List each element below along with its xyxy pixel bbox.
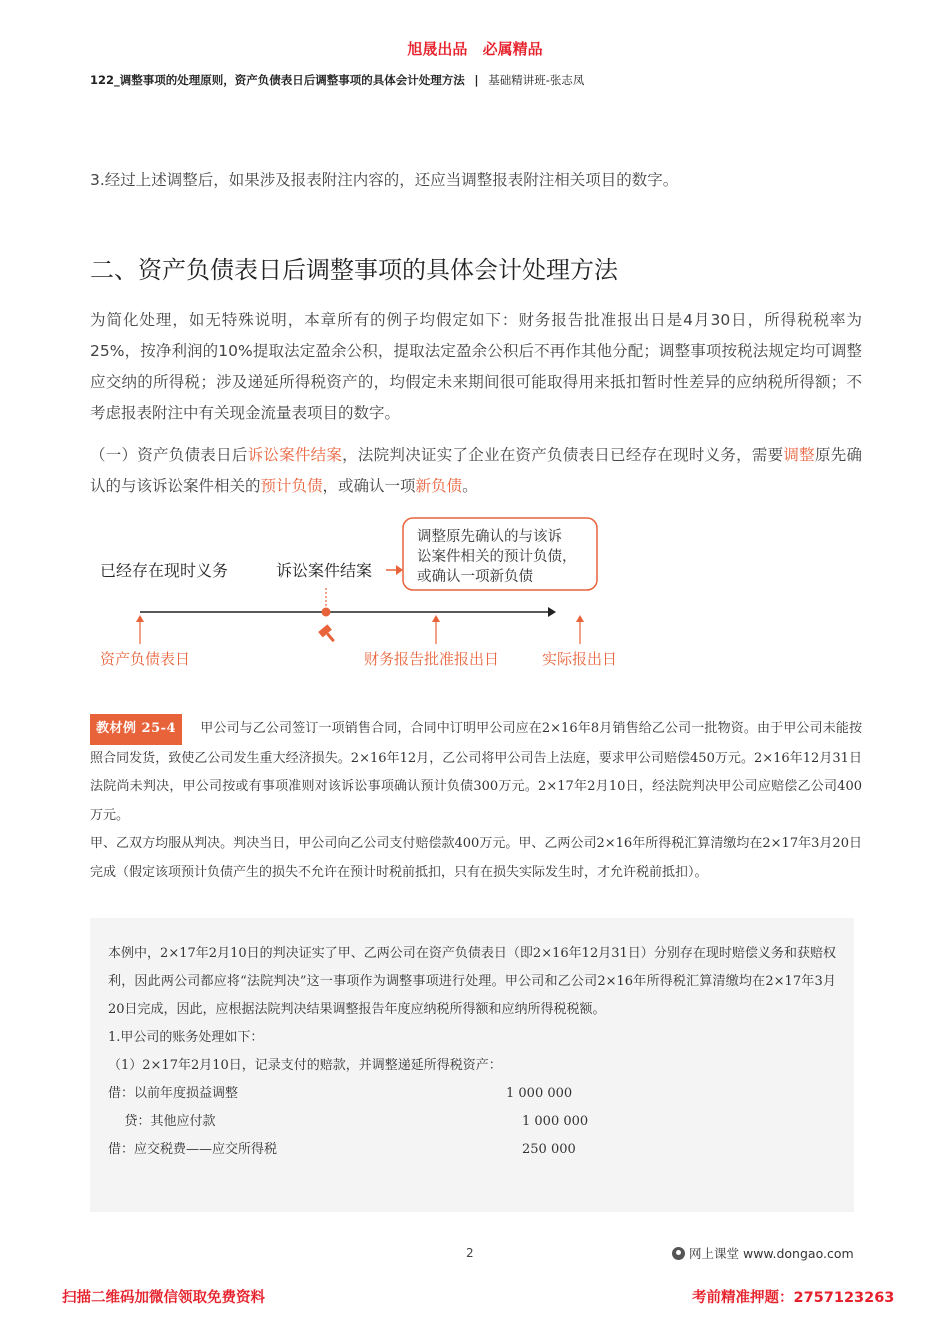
gavel-icon	[318, 624, 338, 645]
sec1-text-4: ，或确认一项	[322, 477, 416, 495]
actual-arrowhead	[576, 615, 584, 622]
footer-left: 扫描二维码加微信领取免费资料	[62, 1290, 265, 1306]
label-obligation: 已经存在现时义务	[100, 561, 229, 580]
dongao-logo-icon	[672, 1247, 685, 1260]
brand-left: 旭晟出品	[407, 40, 468, 58]
journal-entry-row	[108, 1108, 836, 1136]
label-bs-date: 资产负债表日	[100, 650, 191, 668]
brand-banner	[0, 38, 950, 59]
journal-entry-row	[108, 1136, 836, 1164]
entry-account: 借：应交税费——应交所得税	[108, 1142, 278, 1157]
bs-date-arrowhead	[136, 615, 144, 622]
entry-amount: 250 000	[522, 1142, 576, 1157]
textbook-example	[90, 714, 862, 887]
box-line-3: 或确认一项新负债	[417, 569, 533, 585]
label-approval: 财务报告批准报出日	[364, 650, 500, 668]
box-line-1: 调整原先确认的与该诉	[417, 529, 562, 545]
example-text-1: 甲公司与乙公司签订一项销售合同，合同中订明甲公司应在2×16年8月销售给乙公司一批物资。由于甲公司未能按照合同发货，致使乙公司发生重大经济损失。2×16年12月，乙公司将甲公司告上法庭，要求甲公司赔偿450万元。2×16年12月31日法院尚未判决，甲公司按或有事项准则对该诉讼事项确认预计负债300万元。2×17年2月10日，经法院判决甲公司应赔偿乙公司400万元。	[90, 721, 862, 823]
course-title: 122_调整事项的处理原则，资产负债表日后调整事项的具体会计处理方法	[90, 73, 465, 87]
journal-entry-row	[108, 1080, 836, 1108]
lawsuit-dot	[322, 608, 331, 617]
sec1-highlight-provision: 预计负债	[260, 477, 323, 495]
paragraph-adjust-notes: 3.经过上述调整后，如果涉及报表附注内容的，还应当调整报表附注相关项目的数字。	[90, 171, 679, 189]
connector-arrowhead	[396, 565, 403, 575]
analysis-box	[90, 918, 854, 1212]
example-paragraph-1	[90, 714, 862, 830]
intro-paragraph: 为简化处理，如无特殊说明，本章所有的例子均假定如下：财务报告批准报出日是4月30日，所得税税率为25%，按净利润的10%提取法定盈余公积，提取法定盈余公积后不再作其他分配；调整事项按税法规定均可调整应交纳的所得税；涉及递延所得税资产的，均假定未来期间很可能取得用来抵扣暂时性差异的应纳税所得额；不考虑报表附注中有关现金流量表项目的数字。	[90, 311, 862, 422]
sec1-text-5: 。	[462, 477, 478, 495]
box-line-2: 讼案件相关的预计负债，	[417, 549, 577, 565]
timeline-arrowhead	[548, 607, 556, 617]
analysis-item-1-1: （1）2×17年2月10日，记录支付的赔款，并调整递延所得税资产：	[108, 1058, 502, 1073]
page-header	[90, 72, 584, 88]
sec1-highlight-lawsuit: 诉讼案件结案	[247, 446, 343, 464]
timeline-diagram	[90, 510, 650, 680]
site-text: 网上课堂 www.dongao.com	[689, 1246, 854, 1261]
page-number: 2	[466, 1246, 474, 1260]
section-heading: 二、资产负债表日后调整事项的具体会计处理方法	[90, 256, 618, 284]
example-label: 教材例 25-4	[90, 714, 182, 745]
approval-arrowhead	[432, 615, 440, 622]
analysis-paragraph: 本例中，2×17年2月10日的判决证实了甲、乙两公司在资产负债表日（即2×16年12月31日）分别存在现时赔偿义务和获赔权利，因此两公司都应将“法院判决”这一事项作为调整事项进行处理。甲公司和乙公司2×16年所得税汇算清缴均在2×17年3月20日完成，因此，应根据法院判决结果调整报告年度应纳税所得额和应纳所得税税额。	[108, 946, 836, 1017]
section-1-paragraph	[90, 440, 862, 502]
entry-amount: 1 000 000	[522, 1114, 589, 1129]
site-logo	[672, 1244, 854, 1262]
label-actual: 实际报出日	[542, 650, 618, 668]
sec1-text-3: 原先确认的与该诉讼案件相关的	[90, 446, 862, 495]
entry-amount: 1 000 000	[506, 1086, 573, 1101]
analysis-item-1: 1.甲公司的账务处理如下：	[108, 1030, 264, 1045]
sec1-text-2: ，法院判决证实了企业在资产负债表日已经存在现时义务，需要	[342, 446, 784, 464]
lecture-name: 基础精讲班-张志凤	[488, 73, 585, 87]
label-lawsuit: 诉讼案件结案	[276, 561, 373, 580]
entry-account: 贷：其他应付款	[108, 1114, 216, 1129]
analysis-content	[108, 940, 836, 1164]
header-separator: |	[474, 73, 479, 87]
example-paragraph-2: 甲、乙双方均服从判决。判决当日，甲公司向乙公司支付赔偿款400万元。甲、乙两公司2×16年所得税汇算清缴均在2×17年3月20日完成（假定该项预计负债产生的损失不允许在预计时税前抵扣，只有在损失实际发生时，才允许税前抵扣）。	[90, 836, 862, 880]
sec1-highlight-new-liability: 新负债	[415, 477, 463, 495]
footer-right: 考前精准押题：2757123263	[692, 1290, 895, 1306]
sec1-text-1: （一）资产负债表日后	[90, 446, 248, 464]
sec1-highlight-adjust: 调整	[783, 446, 815, 464]
entry-account: 借：以前年度损益调整	[108, 1086, 239, 1101]
brand-right: 必属精品	[482, 40, 543, 58]
